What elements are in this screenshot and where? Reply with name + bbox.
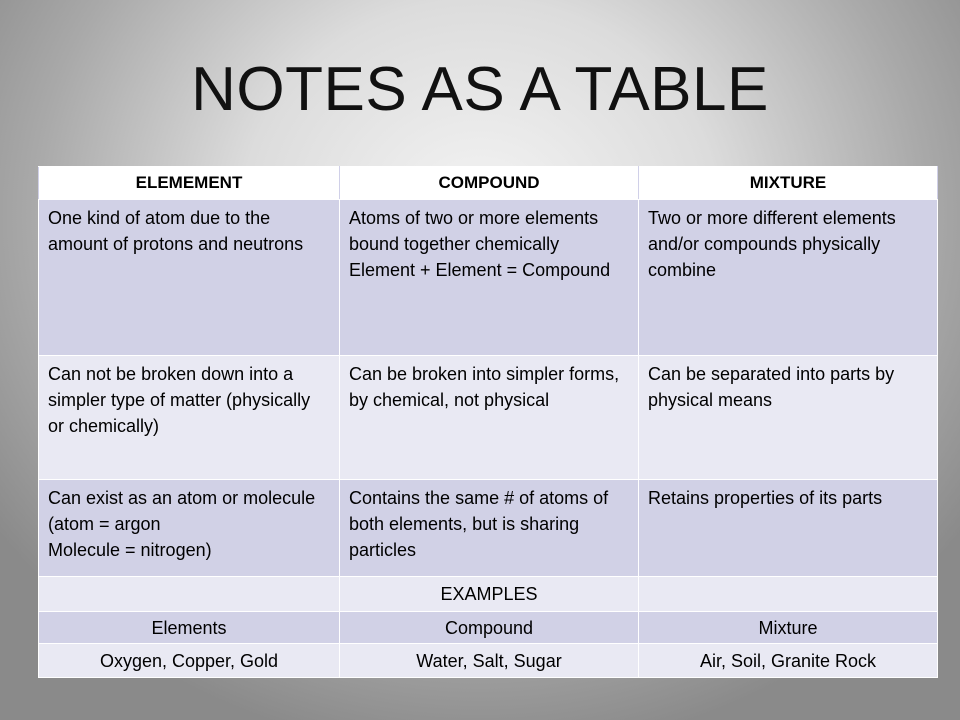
header-mixture: MIXTURE — [639, 167, 938, 200]
table-cell — [340, 356, 639, 480]
cell-text: Contains the same # of atoms of both elements, but is sharing particles — [349, 488, 609, 560]
table-row — [39, 356, 938, 480]
examples-label — [340, 577, 639, 612]
cell-text: Can not be broken down into a simpler type of matter (physically or chemically) — [48, 364, 311, 436]
table-cell — [39, 200, 340, 356]
table-cell — [39, 644, 340, 678]
cell-text: Two or more different elements and/or compounds physically combine — [648, 208, 896, 280]
cell-text: Retains properties of its parts — [648, 488, 883, 508]
cell-text: Compound — [444, 617, 534, 638]
table-cell — [639, 644, 938, 678]
table-cell — [639, 577, 938, 612]
table-cell — [639, 480, 938, 577]
cell-text: Can be separated into parts by physical means — [648, 364, 895, 410]
table-cell — [340, 480, 639, 577]
cell-text: Atoms of two or more elements bound together chemically — [349, 208, 599, 254]
table-row — [39, 480, 938, 577]
table-row-examples — [39, 577, 938, 612]
cell-text: Water, Salt, Sugar — [416, 650, 562, 671]
table-cell — [39, 480, 340, 577]
table-row — [39, 200, 938, 356]
cell-text: Mixture — [758, 617, 818, 638]
table-header-row — [39, 167, 938, 200]
table-row — [39, 612, 938, 644]
header-element: ELEMEMENT — [39, 167, 340, 200]
notes-table — [38, 166, 938, 678]
table-cell — [340, 200, 639, 356]
table-cell — [39, 356, 340, 480]
cell-text: EXAMPLES — [440, 584, 538, 604]
table-cell — [639, 200, 938, 356]
cell-text: Air, Soil, Granite Rock — [699, 650, 877, 671]
table-cell — [639, 612, 938, 644]
header-compound: COMPOUND — [340, 167, 639, 200]
table-cell — [39, 577, 340, 612]
cell-text: Element + Element = Compound — [349, 260, 611, 280]
cell-text: Elements — [151, 617, 227, 638]
table-row — [39, 644, 938, 678]
slide-title: NOTES AS A TABLE — [191, 55, 769, 124]
cell-text: Can exist as an atom or molecule (atom = argon — [48, 488, 316, 534]
cell-text: Oxygen, Copper, Gold — [99, 650, 279, 671]
table-cell — [340, 644, 639, 678]
table-cell — [639, 356, 938, 480]
table-cell — [340, 612, 639, 644]
cell-text: Can be broken into simpler forms, by chemical, not physical — [349, 364, 620, 410]
cell-text: Molecule = nitrogen) — [48, 540, 212, 560]
table-cell — [39, 612, 340, 644]
cell-text: One kind of atom due to the amount of protons and neutrons — [48, 208, 304, 254]
